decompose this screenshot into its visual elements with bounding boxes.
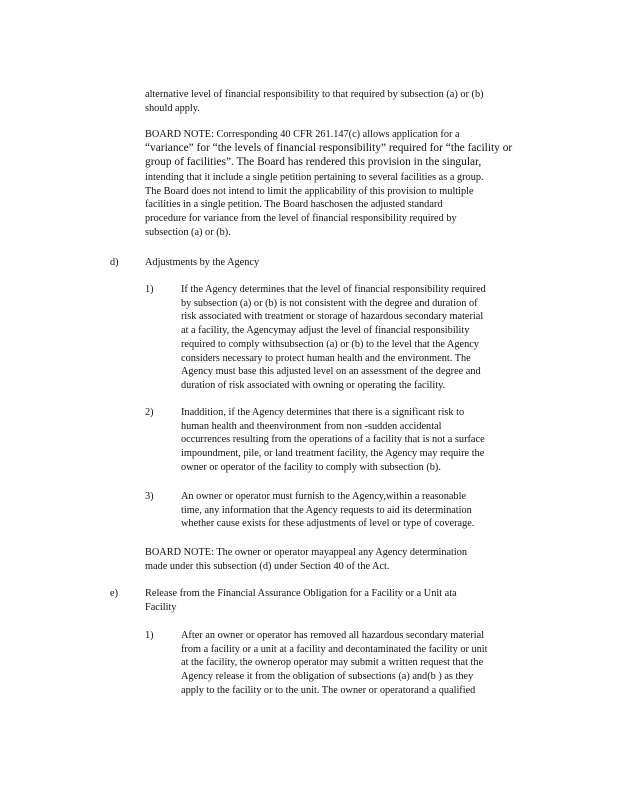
text-line: Release from the Financial Assurance Obligation for a Facility or a Unit ata bbox=[145, 588, 457, 599]
text-line: An owner or operator must furnish to the Agency,within a reasonable bbox=[181, 491, 466, 502]
section-e-label: e) bbox=[110, 588, 118, 599]
text-line: procedure for variance from the level of financial responsibility required by bbox=[145, 213, 457, 225]
section-e-heading bbox=[145, 587, 510, 614]
text-line: group of facilities”. The Board has rendered this provision in the singular, bbox=[145, 156, 482, 169]
text-line: from a facility or a unit at a facility and decontaminated the facility or unit bbox=[181, 643, 488, 655]
text-line: Inaddition, if the Agency determines that there is a significant risk to bbox=[181, 407, 465, 418]
text-line: alternative level of financial responsibility to that required by subsection (a) or (b) bbox=[145, 89, 484, 100]
item-d2-text bbox=[181, 406, 536, 475]
text-line: risk associated with treatment or storage of hazardous secondary material bbox=[181, 311, 484, 323]
text-line: The Board does not intend to limit the applicability of this provision to multiple bbox=[145, 185, 474, 197]
continuation-paragraph bbox=[145, 88, 540, 115]
text-line: “variance” for “the levels of financial responsibility” required for “the facility or bbox=[145, 142, 513, 154]
item-d1-number: 1) bbox=[145, 284, 154, 295]
text-line: impoundment, pile, or land treatment facility, the Agency may require the bbox=[181, 448, 485, 460]
board-note-1-line bbox=[145, 128, 517, 142]
text-line: BOARD NOTE: Corresponding 40 CFR 261.147(c) allows application for a bbox=[145, 129, 460, 140]
text-line: required to comply withsubsection (a) or (b) to the level that the Agency bbox=[181, 338, 479, 350]
item-d3-text bbox=[181, 490, 516, 531]
section-d-label: d) bbox=[110, 257, 119, 268]
text-line: at the facility, the ownerор operator may submit a written request that the bbox=[181, 657, 484, 669]
text-line: subsection (a) or (b). bbox=[145, 226, 231, 238]
text-line: made under this subsection (d) under Section 40 of the Act. bbox=[145, 560, 390, 572]
item-e1-text bbox=[181, 629, 541, 698]
text-line: If the Agency determines that the level of financial responsibility required bbox=[181, 284, 486, 295]
text-line: owner or operator of the facility to comply with subsection (b). bbox=[181, 461, 441, 473]
text-line: facilities in a single petition. The Board haschosen the adjusted standard bbox=[145, 199, 443, 211]
text-line: human health and theenvironment from non -sudden accidental bbox=[181, 420, 442, 432]
text-line: duration of risk associated with owning or operating the facility. bbox=[181, 379, 446, 391]
text-line: considers necessary to protect human health and the environment. The bbox=[181, 352, 471, 364]
text-line: apply to the facility or to the unit. The owner or operatorand a qualified bbox=[181, 684, 476, 696]
text-line: time, any information that the Agency requests to aid its determination bbox=[181, 504, 472, 516]
text-line: should apply. bbox=[145, 102, 200, 114]
board-note-1-body bbox=[145, 171, 528, 240]
board-note-1-emphasis bbox=[145, 141, 533, 169]
item-d3-number: 3) bbox=[145, 491, 154, 502]
text-line: After an owner or operator has removed all hazardous secondary material bbox=[181, 630, 485, 641]
section-d-board-note bbox=[145, 546, 515, 573]
text-line: Agency release it from the obligation of subsections (a) and(b ) as they bbox=[181, 671, 474, 683]
item-d1-text bbox=[181, 283, 531, 393]
text-line: whether cause exists for these adjustments of level or type of coverage. bbox=[181, 518, 475, 530]
text-line: at a facility, the Agencymay adjust the level of financial responsibility bbox=[181, 325, 470, 337]
item-d2-number: 2) bbox=[145, 407, 154, 418]
text-line: BOARD NOTE: The owner or operator mayappeal any Agency determination bbox=[145, 547, 468, 558]
section-d-heading: Adjustments by the Agency bbox=[145, 257, 260, 268]
text-line: Agency must base this adjusted level on an assessment of the degree and bbox=[181, 366, 481, 378]
text-line: occurrences resulting from the operations of a facility that is not a surface bbox=[181, 434, 485, 446]
text-line: Facility bbox=[145, 601, 177, 613]
item-e1-number: 1) bbox=[145, 630, 154, 641]
text-line: by subsection (a) or (b) is not consistent with the degree and duration of bbox=[181, 297, 478, 309]
text-line: intending that it include a single petition pertaining to several facilities as a group. bbox=[145, 172, 484, 183]
